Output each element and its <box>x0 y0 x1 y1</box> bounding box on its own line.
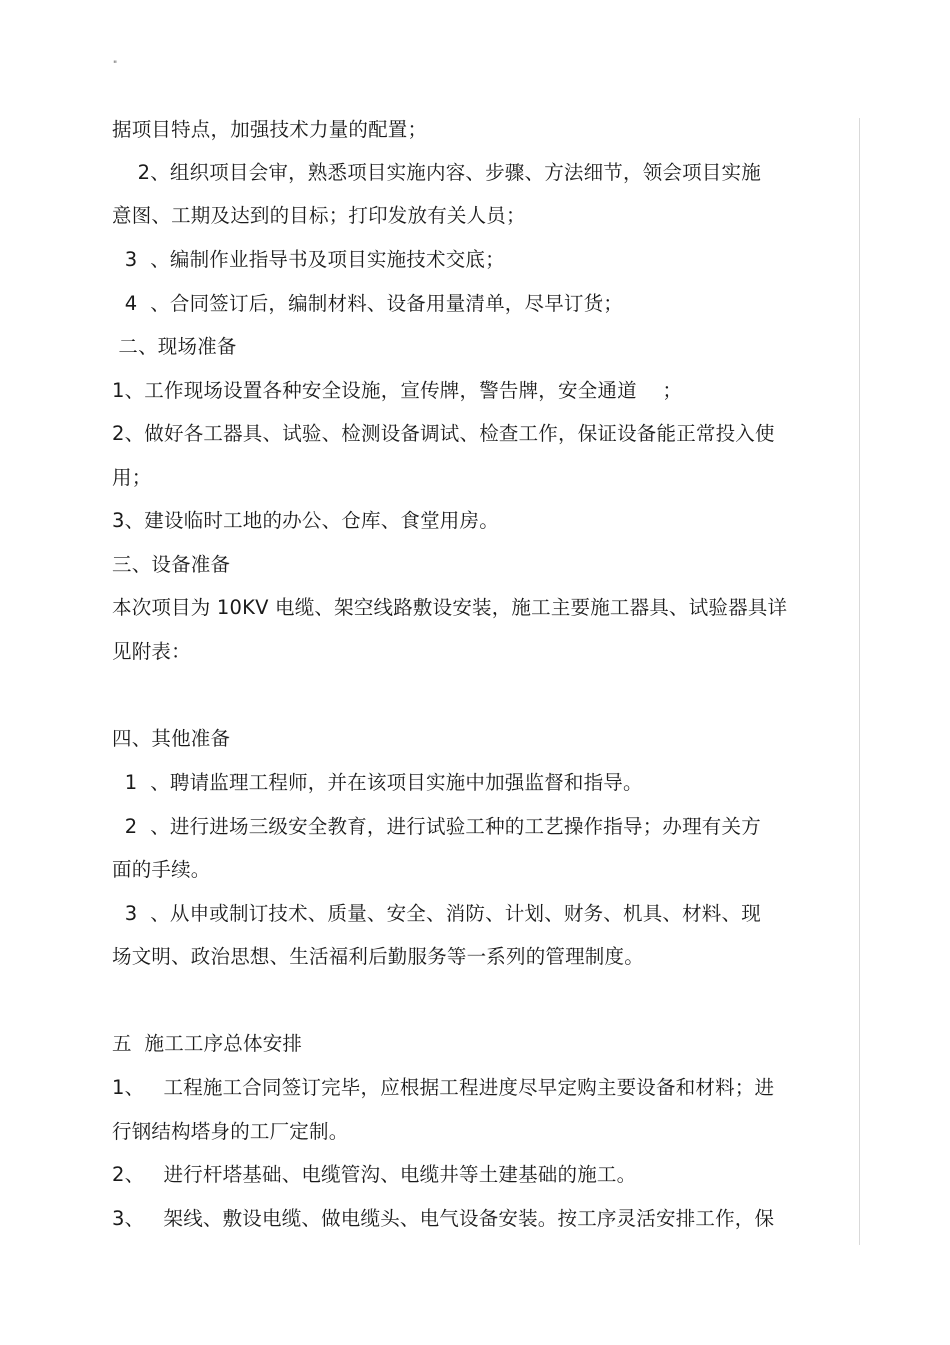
text-line: 2 、进行进场三级安全教育，进行试验工种的工艺操作指导；办理有关方 <box>112 815 761 838</box>
text-line: 3、建设临时工地的办公、仓库、食堂用房。 <box>112 509 499 532</box>
text-line: 意图、工期及达到的目标；打印发放有关人员； <box>112 204 526 227</box>
header-mark: " <box>113 60 118 70</box>
text-line: 4 、合同签订后，编制材料、设备用量清单，尽早订货； <box>112 292 624 315</box>
text-line: 面的手续。 <box>112 858 211 881</box>
text-line: 2、做好各工器具、试验、检测设备调试、检查工作，保证设备能正常投入使 <box>112 422 775 445</box>
text-line: 1、 工程施工合同签订完毕，应根据工程进度尽早定购主要设备和材料；进 <box>112 1076 775 1099</box>
section-heading: 四、其他准备 <box>112 727 231 750</box>
text-line: 据项目特点，加强技术力量的配置； <box>112 118 428 141</box>
text-line: 行钢结构塔身的工厂定制。 <box>112 1120 349 1143</box>
section-heading: 五 施工工序总体安排 <box>112 1032 303 1055</box>
text-line: 3 、编制作业指导书及项目实施技术交底； <box>112 248 505 271</box>
text-line: 3 、从申或制订技术、质量、安全、消防、计划、财务、机具、材料、现 <box>112 902 761 925</box>
text-line: 用； <box>112 466 152 489</box>
text-line: 场文明、政治思想、生活福利后勤服务等一系列的管理制度。 <box>112 945 644 968</box>
text-line: 1 、聘请监理工程师，并在该项目实施中加强监督和指导。 <box>112 771 643 794</box>
section-heading: 二、现场准备 <box>112 335 237 358</box>
text-line: 本次项目为 10KV 电缆、架空线路敷设安装，施工主要施工器具、试验器具详 <box>112 596 788 619</box>
section-heading: 三、设备准备 <box>112 553 231 576</box>
text-line: 3、 架线、敷设电缆、做电缆头、电气设备安装。按工序灵活安排工作，保 <box>112 1207 775 1230</box>
margin-rule <box>859 118 860 1245</box>
text-line: 2、 进行杆塔基础、电缆管沟、电缆井等土建基础的施工。 <box>112 1163 637 1186</box>
text-line: 见附表： <box>112 640 191 663</box>
text-line: 2、组织项目会审，熟悉项目实施内容、步骤、方法细节，领会项目实施 <box>112 161 761 184</box>
text-line: 1、工作现场设置各种安全设施，宣传牌，警告牌，安全通道 ； <box>112 379 683 402</box>
